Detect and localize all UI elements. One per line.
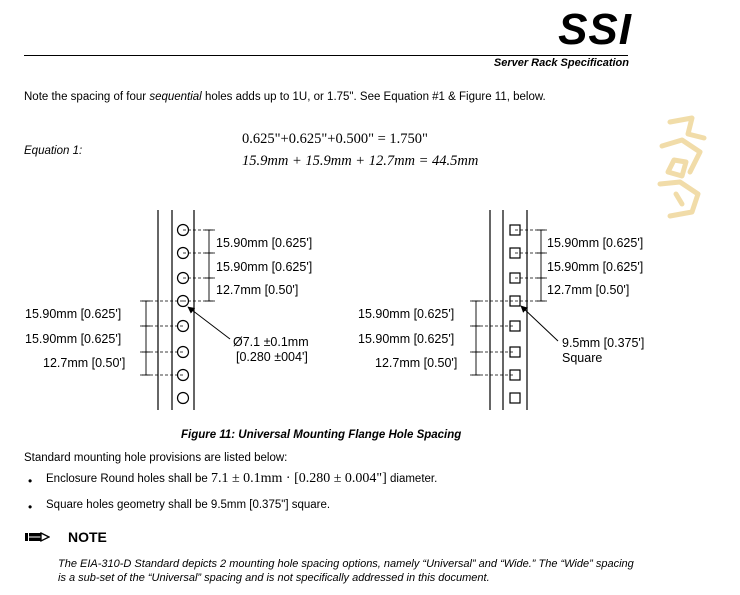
equation-line-1: 0.625"+0.625"+0.500" = 1.750" <box>242 131 428 147</box>
left-left-dim-3: 12.7mm [0.50'] <box>43 356 126 370</box>
intro-text-before: Note the spacing of four <box>24 91 150 103</box>
provisions-intro: Standard mounting hole provisions are listed below: <box>24 452 288 464</box>
intro-paragraph <box>24 90 546 104</box>
ssi-logo: SSI <box>558 5 632 54</box>
figure-11-diagram <box>0 205 740 425</box>
right-right-dim-2: 15.90mm [0.625'] <box>547 260 644 274</box>
bullet-1-marker: • <box>28 474 33 488</box>
note-title: NOTE <box>68 529 107 545</box>
right-left-dim-1: 15.90mm [0.625'] <box>358 307 455 321</box>
equation-line-2: 15.9mm + 15.9mm + 12.7mm = 44.5mm <box>242 153 479 169</box>
left-left-dim-1: 15.90mm [0.625'] <box>25 307 122 321</box>
header-rule <box>24 55 628 56</box>
bullet-1-math: 7.1 ± 0.1mm · [0.280 ± 0.004"] <box>210 471 387 486</box>
bullet-1-text <box>46 471 437 487</box>
square-holes <box>510 225 520 403</box>
right-left-dim-2: 15.90mm [0.625'] <box>358 332 455 346</box>
intro-text-italic: sequential <box>149 91 202 103</box>
left-right-dim-2: 15.90mm [0.625'] <box>216 260 313 274</box>
note-text: The EIA-310-D Standard depicts 2 mounting hole spacing options, namely “Universal” and “Wide.” The “Wide” spacing is a sub-set of the “Universal” spacing and is not specifically addressed in this document. <box>58 558 634 584</box>
square-hole-rail <box>470 210 558 410</box>
right-right-dim-3: 12.7mm [0.50'] <box>547 283 630 297</box>
figure-caption: Figure 11: Universal Mounting Flange Hole Spacing <box>181 429 462 441</box>
right-left-dim-3: 12.7mm [0.50'] <box>375 356 458 370</box>
bullet-2-text: Square holes geometry shall be 9.5mm [0.375"] square. <box>46 499 331 511</box>
right-right-dim-1: 15.90mm [0.625'] <box>547 236 644 250</box>
document-subtitle: Server Rack Specification <box>493 57 629 69</box>
bullet-1-before: Enclosure Round holes shall be <box>46 473 211 485</box>
watermark-seal-icon <box>652 112 712 224</box>
equation-label: Equation 1: <box>24 145 83 157</box>
left-right-dim-1: 15.90mm [0.625'] <box>216 236 313 250</box>
bullet-1-after: diameter. <box>386 473 438 485</box>
square-hole-callout-line-1: 9.5mm [0.375'] <box>562 336 645 350</box>
round-hole-callout-line-2: [0.280 ±004'] <box>236 350 308 364</box>
square-hole-callout-line-2: Square <box>562 351 603 365</box>
pencil-icon <box>24 530 50 544</box>
round-hole-callout-line-1: Ø7.1 ±0.1mm <box>233 335 309 349</box>
intro-text-after: holes adds up to 1U, or 1.75". See Equation #1 & Figure 11, below. <box>201 91 546 103</box>
round-holes <box>178 225 189 404</box>
left-right-dim-3: 12.7mm [0.50'] <box>216 283 299 297</box>
left-left-dim-2: 15.90mm [0.625'] <box>25 332 122 346</box>
bullet-2-marker: • <box>28 500 33 514</box>
